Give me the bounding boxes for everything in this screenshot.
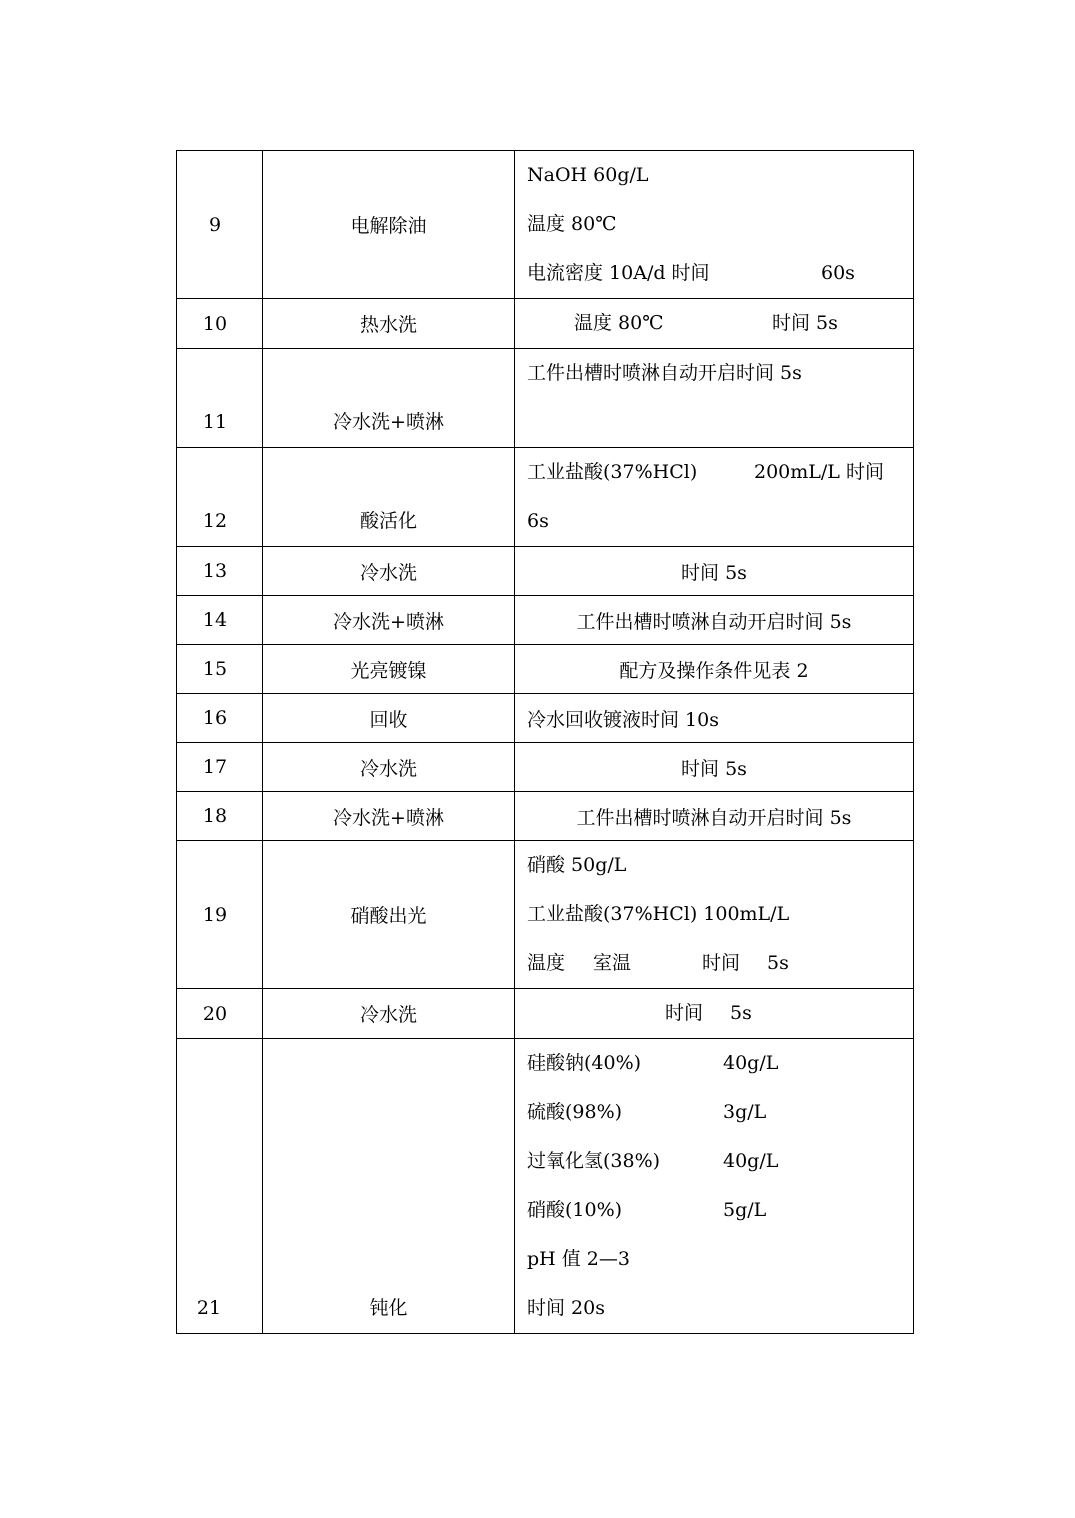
ingredient-value: 40g/L bbox=[723, 1052, 779, 1074]
table-row bbox=[177, 1039, 914, 1334]
table-row bbox=[177, 151, 914, 299]
step-number: 21 bbox=[196, 1297, 222, 1319]
step-number: 15 bbox=[202, 658, 228, 680]
ingredient-name: 硝酸(10%) bbox=[527, 1199, 623, 1221]
table-row bbox=[177, 989, 914, 1039]
step-number: 13 bbox=[202, 560, 228, 582]
step-conditions bbox=[515, 349, 914, 448]
condition-line: 温度 80℃ bbox=[527, 213, 617, 235]
step-name: 回收 bbox=[263, 694, 515, 743]
condition-line: 硝酸 50g/L bbox=[527, 854, 627, 876]
step-name: 钝化 bbox=[369, 1297, 408, 1319]
table-row bbox=[177, 743, 914, 792]
condition-text: 温度 80℃ bbox=[574, 312, 664, 334]
condition-line: 6s bbox=[527, 510, 549, 532]
step-name: 酸活化 bbox=[359, 510, 417, 532]
ingredient-value: 3g/L bbox=[723, 1101, 767, 1123]
step-name: 热水洗 bbox=[263, 299, 515, 349]
step-number: 18 bbox=[202, 805, 228, 827]
condition-text: 时间 5s bbox=[772, 312, 838, 334]
step-name: 冷水洗+喷淋 bbox=[263, 792, 515, 841]
step-number: 16 bbox=[202, 707, 228, 729]
ingredient-name: 硫酸(98%) bbox=[527, 1101, 623, 1123]
table-row bbox=[177, 349, 914, 448]
step-conditions bbox=[515, 299, 914, 349]
condition-text: 200mL/L 时间 bbox=[754, 461, 884, 483]
condition-line: NaOH 60g/L bbox=[527, 164, 649, 186]
step-conditions: 冷水回收镀液时间 10s bbox=[515, 694, 914, 743]
condition-value: 室温 bbox=[593, 952, 632, 974]
process-table bbox=[176, 150, 914, 1334]
table-row bbox=[177, 547, 914, 596]
table-row bbox=[177, 596, 914, 645]
step-name: 冷水洗 bbox=[263, 547, 515, 596]
step-number: 12 bbox=[202, 510, 228, 532]
condition-line: 工业盐酸(37%HCl) 100mL/L bbox=[527, 903, 790, 925]
step-number: 20 bbox=[202, 1002, 228, 1025]
table-row bbox=[177, 448, 914, 547]
condition-label: 时间 bbox=[665, 1002, 704, 1024]
condition-line: 时间 20s bbox=[527, 1297, 605, 1319]
step-conditions: 时间 5s bbox=[515, 547, 914, 596]
ingredient-name: 硅酸钠(40%) bbox=[527, 1052, 642, 1074]
step-name: 光亮镀镍 bbox=[263, 645, 515, 694]
condition-line: pH 值 2—3 bbox=[527, 1248, 630, 1270]
step-conditions bbox=[515, 1039, 914, 1334]
step-number: 17 bbox=[202, 756, 228, 778]
table-row bbox=[177, 299, 914, 349]
step-name: 冷水洗+喷淋 bbox=[333, 411, 444, 433]
step-conditions: 工件出槽时喷淋自动开启时间 5s bbox=[515, 596, 914, 645]
step-conditions bbox=[515, 989, 914, 1039]
table-row bbox=[177, 841, 914, 989]
table-row bbox=[177, 792, 914, 841]
table-row bbox=[177, 694, 914, 743]
step-conditions bbox=[515, 448, 914, 547]
step-conditions bbox=[515, 841, 914, 989]
condition-line: 电流密度 10A/d 时间 bbox=[527, 262, 710, 284]
condition-value: 5s bbox=[767, 952, 789, 974]
step-number: 14 bbox=[202, 609, 228, 631]
step-conditions: 工件出槽时喷淋自动开启时间 5s bbox=[515, 792, 914, 841]
condition-text: 工业盐酸(37%HCl) bbox=[527, 461, 698, 483]
condition-line: 工件出槽时喷淋自动开启时间 5s bbox=[527, 362, 802, 384]
step-name: 冷水洗+喷淋 bbox=[263, 596, 515, 645]
step-number: 19 bbox=[202, 903, 228, 926]
condition-value: 5s bbox=[730, 1002, 752, 1024]
step-name: 硝酸出光 bbox=[263, 841, 515, 989]
step-conditions bbox=[515, 151, 914, 299]
table-row bbox=[177, 645, 914, 694]
step-conditions: 时间 5s bbox=[515, 743, 914, 792]
ingredient-value: 5g/L bbox=[723, 1199, 767, 1221]
step-name: 电解除油 bbox=[263, 151, 515, 299]
step-number: 10 bbox=[202, 312, 228, 335]
step-conditions: 配方及操作条件见表 2 bbox=[515, 645, 914, 694]
step-name: 冷水洗 bbox=[263, 989, 515, 1039]
condition-value: 60s bbox=[821, 262, 855, 284]
condition-label: 时间 bbox=[702, 952, 741, 974]
step-number: 11 bbox=[202, 411, 228, 433]
step-name: 冷水洗 bbox=[263, 743, 515, 792]
step-number: 9 bbox=[208, 213, 222, 236]
ingredient-value: 40g/L bbox=[723, 1150, 779, 1172]
condition-label: 温度 bbox=[527, 952, 566, 974]
ingredient-name: 过氧化氢(38%) bbox=[527, 1150, 661, 1172]
